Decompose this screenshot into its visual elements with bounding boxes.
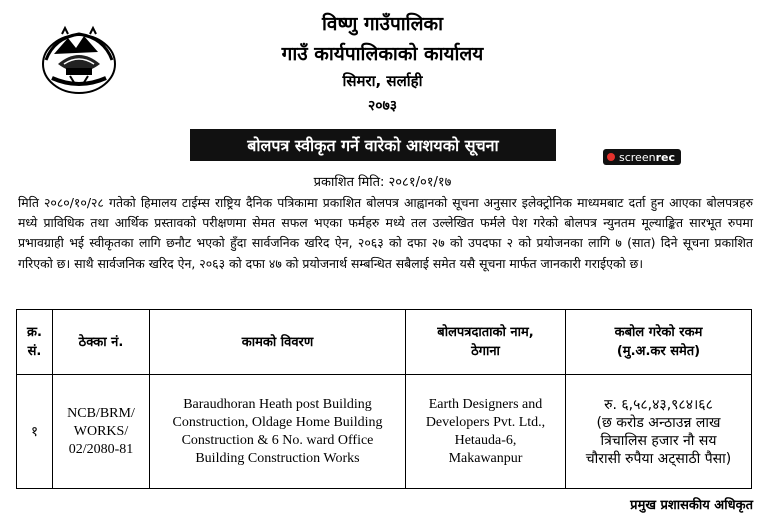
cell-contract-no: NCB/BRM/ WORKS/ 02/2080-81	[53, 375, 150, 489]
cell-bidder: Earth Designers and Developers Pvt. Ltd., Hetauda-6, Makawanpur	[406, 375, 566, 489]
screenrec-watermark	[603, 149, 681, 165]
office-name: गाउँ कार्यपालिकाको कार्यालय	[281, 43, 484, 65]
award-table	[16, 309, 752, 489]
published-date: प्रकाशित मिति: २०८१/०१/१७	[313, 175, 452, 190]
watermark-text-rec: rec	[655, 150, 675, 164]
municipality-name: विष्णु गाउँपालिका	[321, 13, 443, 35]
table-header-row	[17, 310, 752, 375]
watermark-text-screen: screen	[619, 150, 656, 164]
cell-bid-amount: रु. ६,५८,४३,९८४।६८ (छ करोड अन्ठाउन्न लाख त्रिचालिस हजार नौ सय चौरासी रुपैया अट्साठी पैसा)	[566, 375, 752, 489]
header-bid-amount: कबोल गरेको रकम (मु.अ.कर समेत)	[566, 310, 752, 375]
cell-serial: १	[17, 375, 53, 489]
record-dot-icon	[607, 153, 615, 161]
notice-title: बोलपत्र स्वीकृत गर्ने वारेको आशयको सूचना	[190, 129, 556, 161]
notice-body: मिति २०८०/१०/२८ गतेको हिमालय टाईम्स राष्ट्रिय दैनिक पत्रिकामा प्रकाशित बोलपत्र आह्वानको सूचना अनुसार इलेक्ट्रोनिक माध्यमबाट दर्ता हुन आएका बोलपत्रहरु मध्ये प्राविधिक तथा आर्थिक प्रस्तावको परीक्षणमा सेमत सफल भएका फर्महरु मध्ये तल उल्लेखित फर्मले पेश गरेको बोलपत्र न्युनतम मूल्याङ्कित सारभूत रुपमा प्रभावग्राही भई स्वीकृतका लागि छनौट भएको हुँदा सार्वजनिक खरिद ऐन, २०६३ को दफा २७ को उपदफा २ को प्रयोजनका लागि ७ (सात) दिने सूचना प्रकाशित गरिएको छ। साथै सार्वजनिक खरिद ऐन, २०६३ को दफा ४७ को प्रयोजनार्थ सम्बन्धित सबैलाई समेत यसै सूचना मार्फत जानकारी गराईएको छ।	[18, 195, 754, 271]
table-row	[17, 375, 752, 489]
signature-title: प्रमुख प्रशासकीय अधिकृत	[630, 498, 753, 513]
header-serial: क्र. सं.	[17, 310, 53, 375]
office-address: सिमरा, सर्लाही	[342, 72, 423, 90]
cell-work-description: Baraudhoran Heath post Building Construction, Oldage Home Building Construction & 6 No. ward Office Building Construction Works	[150, 375, 406, 489]
established-year: २०७३	[367, 98, 398, 114]
header-bidder: बोलपत्रदाताको नाम, ठेगाना	[406, 310, 566, 375]
header-contract-no: ठेक्का नं.	[53, 310, 150, 375]
header-work-description: कामको विवरण	[150, 310, 406, 375]
